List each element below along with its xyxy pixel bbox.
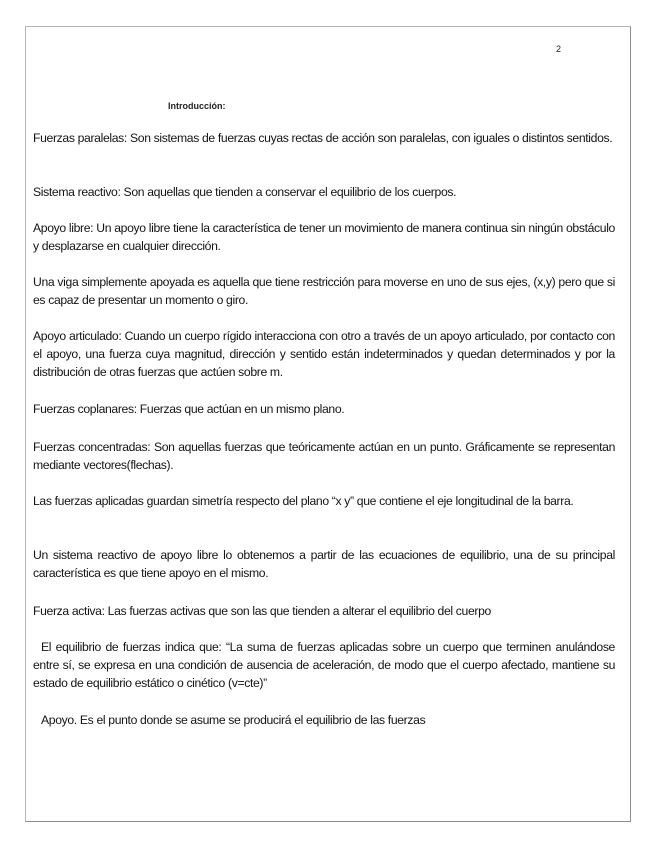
paragraph-apoyo-libre: Apoyo libre: Un apoyo libre tiene la característica de tener un movimiento de manera continua sin ningún obstáculo y desplazarse en cualquier dirección.	[33, 221, 615, 253]
paragraph-equilibrio-fuerzas: El equilibrio de fuerzas indica que: “La suma de fuerzas aplicadas sobre un cuerpo que terminen anulándose entre sí, se expresa en una condición de ausencia de aceleración, de modo que el cuerpo afectado, mantiene su estado de equilibrio estático o cinético (v=cte)”	[33, 640, 615, 690]
paragraph-sistema-reactivo-apoyo-libre: Un sistema reactivo de apoyo libre lo obtenemos a partir de las ecuaciones de equilibrio, una de su principal característica es que tiene apoyo en el mismo.	[33, 548, 615, 580]
paragraph-fuerzas-paralelas: Fuerzas paralelas: Son sistemas de fuerzas cuyas rectas de acción son paralelas, con iguales o distintos sentidos.	[33, 131, 613, 145]
section-title: Introducción:	[168, 101, 226, 111]
paragraph-fuerzas-concentradas: Fuerzas concentradas: Son aquellas fuerzas que teóricamente actúan en un punto. Gráficamente se representan mediante vectores(flechas).	[33, 440, 615, 472]
paragraph-fuerzas-coplanares: Fuerzas coplanares: Fuerzas que actúan en un mismo plano.	[33, 402, 345, 416]
paragraph-apoyo: Apoyo. Es el punto donde se asume se producirá el equilibrio de las fuerzas	[41, 713, 426, 727]
page-number: 2	[556, 44, 562, 54]
paragraph-viga-apoyada: Una viga simplemente apoyada es aquella que tiene restricción para moverse en uno de sus ejes, (x,y) pero que si es capaz de presentar un momento o giro.	[33, 275, 615, 307]
paragraph-fuerza-activa: Fuerza activa: Las fuerzas activas que son las que tienden a alterar el equilibrio del cuerpo	[33, 604, 491, 618]
paragraph-sistema-reactivo: Sistema reactivo: Son aquellas que tienden a conservar el equilibrio de los cuerpos.	[33, 185, 457, 199]
paragraph-fuerzas-aplicadas: Las fuerzas aplicadas guardan simetría respecto del plano “x y” que contiene el eje longitudinal de la barra.	[33, 494, 574, 508]
paragraph-apoyo-articulado: Apoyo articulado: Cuando un cuerpo rígido interacciona con otro a través de un apoyo articulado, por contacto con el apoyo, una fuerza cuya magnitud, dirección y sentido están indeterminados y quedan determinados y por la distribución de otras fuerzas que actúen sobre m.	[33, 329, 615, 379]
